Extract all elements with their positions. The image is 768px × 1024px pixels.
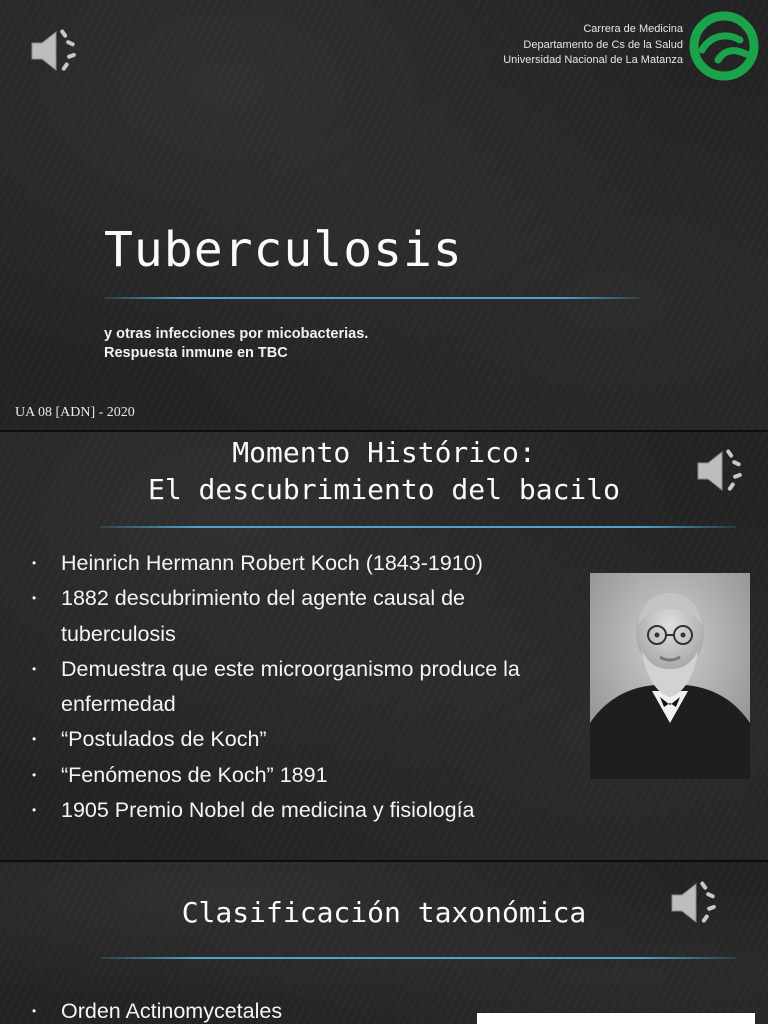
title-divider [100, 957, 736, 959]
slide-taxonomy [0, 862, 768, 1024]
institution-line: Universidad Nacional de La Matanza [503, 54, 683, 66]
institution-line: Carrera de Medicina [583, 23, 683, 35]
institution-block [503, 22, 683, 69]
image-placeholder [477, 1013, 755, 1024]
list-item: • 1905 Premio Nobel de medicina y fisiología [32, 798, 475, 823]
list-item: • “Postulados de Koch” [32, 727, 267, 752]
speaker-icon[interactable] [28, 26, 84, 76]
title-line: Momento Histórico: [232, 436, 536, 469]
list-item: • Demuestra que este microorganismo produce la enfermedad [32, 656, 520, 717]
subtitle-line: y otras infecciones por micobacterias. [104, 326, 369, 342]
title-line: El descubrimiento del bacilo [147, 473, 620, 506]
title-divider [100, 526, 736, 528]
slide-title: Clasificación taxonómica [181, 896, 587, 929]
list-item: • Orden Actinomycetales [32, 999, 283, 1023]
speaker-icon[interactable] [694, 446, 750, 496]
presentation-title: Tuberculosis [104, 222, 463, 278]
subtitle [104, 325, 368, 363]
slide-title [0, 0, 768, 430]
university-logo [688, 10, 760, 82]
list-item: • Heinrich Hermann Robert Koch (1843-1910) [32, 551, 483, 575]
slide-history [0, 432, 768, 860]
bullet-list [32, 994, 462, 1024]
list-item: • 1882 descubrimiento del agente causal de tuberculosis [32, 586, 466, 646]
course-code: UA 08 [ADN] - 2020 [15, 405, 135, 420]
subtitle-line: Respuesta inmune en TBC [104, 345, 288, 361]
bullet-list [32, 546, 582, 828]
portrait-photo [590, 573, 750, 779]
institution-line: Departamento de Cs de la Salud [523, 38, 683, 51]
slide-title [0, 434, 768, 508]
list-item: • “Fenómenos de Koch” 1891 [32, 762, 328, 787]
title-divider [104, 297, 640, 299]
